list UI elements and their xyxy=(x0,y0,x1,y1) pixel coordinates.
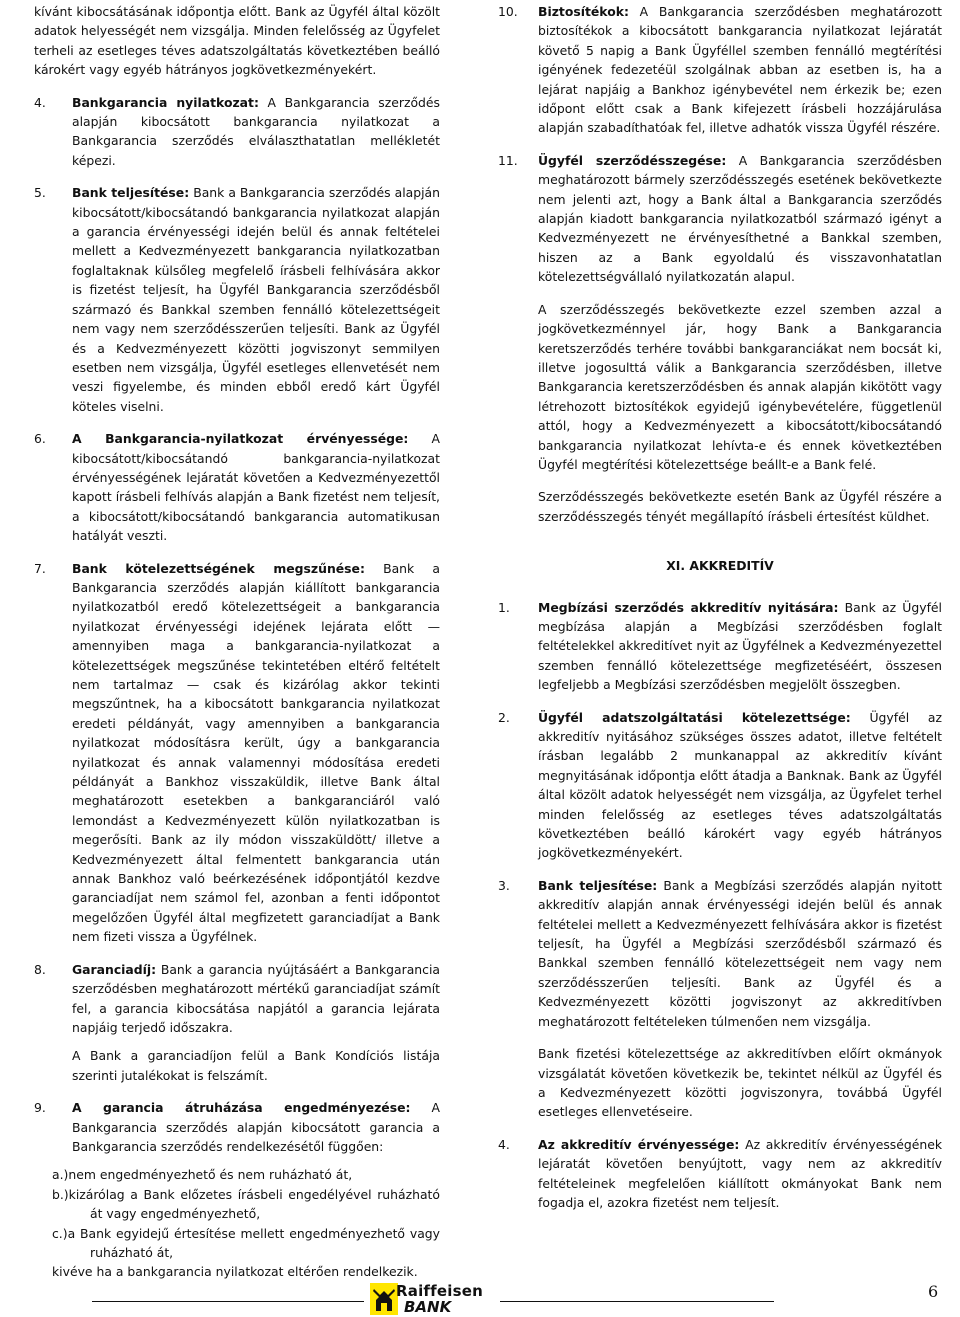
clause-text: A Bankgarancia szerződésben meghatározott bármely szerződésszegés esetének bekövetkezte nem jelenti azt, hogy a Bank által a Bankgarancia szerződés alapján kiadott bankgarancia nyilatkozatból származó igényt a Kedvezményezett ne érvényesíthetné a Bankkal szemben, hiszen az a Bank egyoldalú és visszavonhatatlan kötelezettségvállaló nyilatkozatán alapul. xyxy=(538,152,942,285)
clause-number: 8. xyxy=(34,961,46,977)
clause-text: A Bankgarancia szerződés alapján kibocsátott bankgarancia nyilatkozat a Bankgarancia szerződés elválaszthatatlan mellékletét képezi. xyxy=(72,94,440,168)
logo-text: BANK xyxy=(404,1298,452,1316)
clause-text: Bank a Bankgarancia szerződés alapján kiállított bankgarancia nyilatkozatból eredő kötelezettségeit a bankgarancia nyilatkozat érvényességi idejének lejárata előtt — amennyiben maga a bankgarancia-nyilatkozat a kötelezettségek megszűnése tekintetében eltérő feltételt nem tartalmaz — csak és kizárólag akkor tekinti megszűntnek, ha a kibocsátott bankgarancia nyilatkozat eredeti példányát, vagy amennyiben a bankgarancia nyilatkozat módosításra került, úgy a bankgarancia nyilatkozat és annak valamennyi módosítása eredeti példányát a Bankhoz visszaküldik, illetve Bank által meghatározott esetekben a bankgaranciáról való lemondást a Kedvezményezett külön nyilatkozatban is megerősíti. Bank az ily módon visszaküldött/ illetve a Kedvezményezett által felmentett bankgarancia után annak Bankhoz való beérkezésének időpontjától kezdve garanciadíjat nem számol fel, azonban a fenti időpontot megelőzően Ügyfél által megfizetett garanciadíjat a Bank nem fizeti vissza a Ügyfélnek. xyxy=(72,560,440,945)
akkreditiv-clause-4 xyxy=(498,1135,942,1213)
clause-9-sub-c xyxy=(34,1224,440,1263)
clause-title: Biztosítékok: xyxy=(538,4,629,19)
clause-text: A Bankgarancia szerződésben meghatározott biztosítékok a kibocsátott bankgarancia nyilatkozat lejáratát követő 5 napig a Bank Ügyféllel szemben fennálló megtérítési igényének fedezetéül szolgálnak abban az esetben is, ha a lejárat napjáig a Bankhoz igénybevétel nem érkezik be; ezen időpont előtt csak a Bank kifejezett írásbeli hozzájárulása alapján szabadíthatóak fel, illetve adhatók vissza Ügyfél részére. xyxy=(538,4,942,136)
clause-11-para3: Szerződésszegés bekövetkezte esetén Bank az Ügyfél részére a szerződésszegés tényét megállapító írásbeli értesítést küldhet. xyxy=(538,489,942,524)
clause-11-para2: A szerződésszegés bekövetkezte ezzel szemben azzal a jogkövetkezménnyel jár, hogy Bank a Bankgarancia keretszerződés terhére további bankgaranciákat nem bocsát ki, illetve jogosulttá válik a Bankgarancia szerződésben, illetve Bankgarancia keretszerződésben és annak alapján kikötött vagy létrehozott biztosítékok egyidejű igénybevételére, függetlenül attól, hogy a Kedvezményezett a kibocsátott/kibocsátandó bankgarancia nyilatkozat lehívta-e és ennek következtében Ügyfél megtérítési kötelezettsége beállt-e a Bank felé. xyxy=(538,301,942,472)
clause-title: A Bankgarancia-nyilatkozat érvényessége: xyxy=(72,431,409,447)
clause-number: 10. xyxy=(498,4,518,19)
sub-text: nem engedményezhető és nem ruházható át, xyxy=(68,1167,353,1183)
clause-9-closing: kivéve ha a bankgarancia nyilatkozat eltérően rendelkezik. xyxy=(52,1264,418,1280)
clause-text: Bank az Ügyfél megbízása alapján a Megbízási szerződésben foglalt feltételekkel akkreditívet nyit az Ügyfélnek a Kedvezményezettel szemben fennálló kötelezettsége megfizetéséért, összesen legfeljebb a Megbízási szerződésben megjelölt összegben. xyxy=(538,599,942,693)
sub-tag: a.) xyxy=(52,1167,69,1183)
clause-number: 5. xyxy=(34,185,46,201)
footer-rule-left xyxy=(92,1301,364,1302)
clause-9 xyxy=(34,1098,440,1156)
clause-11 xyxy=(498,151,942,287)
clause-title: Ügyfél adatszolgáltatási kötelezettsége: xyxy=(538,709,851,725)
clause-text: Az akkreditív érvényességének lejáratát követően benyújtott, vagy nem az akkreditív feltételeinek megfelelően kiállított okmányokat Bank nem fogadja el, azokra fizetést nem teljesít. xyxy=(538,1136,943,1210)
akkreditiv-clause-1 xyxy=(498,598,942,695)
clause-number: 4. xyxy=(498,1136,510,1152)
sub-tag: b.) xyxy=(52,1186,69,1202)
clause-number: 1. xyxy=(498,599,510,615)
sub-text: a Bank egyidejű értesítése mellett engedményezhető vagy ruházható át, xyxy=(67,1225,440,1260)
clause-7 xyxy=(34,559,440,947)
raiffeisen-gable-icon xyxy=(370,1283,398,1315)
page-number: 6 xyxy=(928,1282,939,1301)
clause-title: Garanciadíj: xyxy=(72,961,157,977)
clause-5 xyxy=(34,183,440,416)
clause-9-sub-b xyxy=(34,1185,440,1224)
clause-text: Ügyfél az akkreditív nyitásához szükséges összes adatot, illetve feltételt írásban legalább 2 munkanappal az akkreditív kívánt megnyitásának időpontja előtt átadja a Banknak. Bank az Ügyfél által közölt adatok helyességét nem vizsgálja, az Ügyfelet terhel minden felelősség az esetleges téves adatszolgáltatás következtében beálló károkért vagy egyéb hátrányos jogkövetkezményekért. xyxy=(538,709,942,861)
akkreditiv-clause-2 xyxy=(498,708,942,863)
right-column xyxy=(498,2,942,1212)
clause-title: Az akkreditív érvényessége: xyxy=(538,1136,740,1152)
clause-text: Bank a Bankgarancia szerződés alapján kibocsátott/kibocsátandó bankgarancia nyilatkozat alapján a garancia érvényességi idején belül és annak feltételei mellett a Kedvezményezett bankgarancia nyilatkozatban foglaltaknak külsőleg megfelelő írásbeli felhívására akkor is fizetést teljesít, ha Ügyfél Bankgarancia szerződésből származó és Bankkal szemben fennálló kötelezettségeit nem vagy nem szerződésszerűen teljesíti. Bank az Ügyfél és a Kedvezményezett közötti jogviszonyt semmilyen esetben nem vizsgálja, Ügyfél esetleges ellenvetését nem veszi figyelembe, és minden ebből eredő kárt Ügyfél köteles viselni. xyxy=(72,185,440,414)
clause-10 xyxy=(498,2,942,138)
clause-text: Bank a Megbízási szerződés alapján nyitott akkreditív alapján annak érvényességi idején belül és annak feltételei mellett a Kedvezményezett felhívására akkor is fizetést teljesít, ha Ügyfél a Megbízási szerződésből származó és Bankkal szemben fennálló kötelezettségeit nem vagy nem szerződésszerűen teljesíti. Bank az Ügyfél és a Kedvezményezett közötti jogviszonyt az akkreditívben meghatározott feltételeken túlmenően nem vizsgálja. xyxy=(538,877,942,1029)
logo-text: Raiffeisen xyxy=(396,1282,483,1300)
clause-text: A Bankgarancia szerződés alapján kibocsátott garancia a Bankgarancia szerződés rendelkezésétől függően: xyxy=(72,1100,440,1154)
sub-tag: c.) xyxy=(52,1225,68,1241)
clause-text: Bank a garancia nyújtásáért a Bankgarancia szerződésben meghatározott mértékű garanciadíjat számít fel, a garancia kibocsátása napjától a garancia lejárata napjáig terjedő időszakra. xyxy=(72,961,440,1035)
clause-title: Megbízási szerződés akkreditív nyitására: xyxy=(538,599,839,615)
left-column xyxy=(34,2,440,1282)
akkreditiv-clause-3 xyxy=(498,876,942,1031)
clause-title: Bankgarancia nyilatkozat: xyxy=(72,94,259,110)
clause-number: 9. xyxy=(34,1100,46,1116)
footer-rule-right xyxy=(500,1301,774,1302)
clause-number: 11. xyxy=(498,152,518,168)
clause-8 xyxy=(34,960,440,1038)
clause-number: 6. xyxy=(34,431,46,447)
clause-9-sub-a xyxy=(34,1165,440,1184)
clause-4 xyxy=(34,93,440,171)
clause-8-extra: A Bank a garanciadíjon felül a Bank Kondíciós listája szerinti jutalékokat is felszámít. xyxy=(72,1048,440,1083)
clause-title: Bank kötelezettségének megszűnése: xyxy=(72,560,365,576)
clause-6 xyxy=(34,429,440,545)
sub-text: kizárólag a Bank előzetes írásbeli engedélyével ruházható át vagy engedményezhető, xyxy=(68,1186,440,1222)
clause-number: 3. xyxy=(498,877,510,893)
intro-paragraph: kívánt kibocsátásának időpontja előtt. Bank az Ügyfél által közölt adatok helyességét nem vizsgálja. Minden felelősség az Ügyfelet terheli az esetleges téves adatszolgáltatás következtében beálló károkért vagy egyéb hátrányos jogkövetkezményekért. xyxy=(34,4,440,78)
clause-number: 7. xyxy=(34,560,46,576)
clause-number: 4. xyxy=(34,94,46,110)
clause-title: Ügyfél szerződésszegése: xyxy=(538,152,727,168)
clause-title: Bank teljesítése: xyxy=(72,185,190,201)
clause-title: A garancia átruházása engedményezése: xyxy=(72,1100,411,1116)
clause-title: Bank teljesítése: xyxy=(538,877,658,893)
section-heading: XI. AKKREDITÍV xyxy=(666,558,774,574)
raiffeisen-logo xyxy=(370,1282,494,1316)
clause-number: 2. xyxy=(498,709,510,725)
clause-text: A kibocsátott/kibocsátandó bankgarancia-nyilatkozat érvényességének lejáratát követően a Kedvezményezettől kapott írásbeli felhívás alapján a Bank fizetést nem teljesít, a kibocsátott/kibocsátandó bankgarancia automatikusan hatályát veszti. xyxy=(72,431,440,544)
akkreditiv-clause-3-para2: Bank fizetési kötelezettsége az akkreditívben előírt okmányok vizsgálatát követően következik be, tekintet nélkül az Ügyfél és a Kedvezményezett közötti jogviszonyra, továbbá Ügyfél esetleges ellenvetéseire. xyxy=(538,1046,942,1120)
